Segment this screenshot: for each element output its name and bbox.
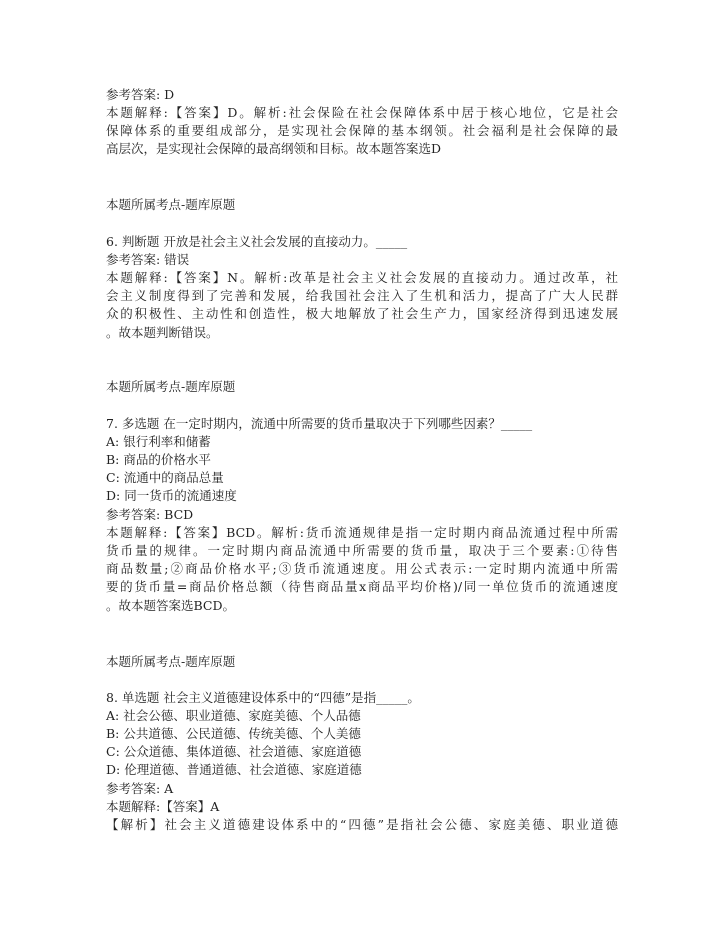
explanation-line: 本题解释:【答案】N。解析:改革是社会主义社会发展的直接动力。通过改革，社 <box>106 270 618 285</box>
option-b: B: 公共道德、公民道德、传统美德、个人美德 <box>106 726 361 741</box>
answer-line: 参考答案: 错误 <box>106 252 190 267</box>
question-line: 7. 多选题 在一定时期内，流通中所需要的货币量取决于下列哪些因素？_____ <box>106 416 533 431</box>
explanation-line: 货币量的规律。一定时期内商品流通中所需要的货币量，取决于三个要素:①待售 <box>106 543 618 558</box>
option-d: D: 同一货币的流通速度 <box>106 488 237 503</box>
explanation-line: 众的积极性、主动性和创造性，极大地解放了社会生产力，国家经济得到迅速发展 <box>106 306 618 321</box>
explanation-line: 本题解释:【答案】BCD。解析:货币流通规律是指一定时期内商品流通过程中所需 <box>106 525 618 540</box>
explanation-line: 商品数量;②商品价格水平;③货币流通速度。用公式表示:一定时期内流通中所需 <box>106 561 618 576</box>
source-line: 本题所属考点-题库原题 <box>106 379 236 394</box>
source-line: 本题所属考点-题库原题 <box>106 654 236 669</box>
explanation-line: 。故本题判断错误。 <box>106 325 219 340</box>
question-line: 8. 单选题 社会主义道德建设体系中的“四德”是指_____。 <box>106 690 420 705</box>
option-b: B: 商品的价格水平 <box>106 452 211 467</box>
explanation-line: 本题解释:【答案】D。解析:社会保险在社会保障体系中居于核心地位，它是社会 <box>106 105 618 120</box>
answer-line: 参考答案: D <box>106 87 175 102</box>
question-line: 6. 判断题 开放是社会主义社会发展的直接动力。_____ <box>106 234 408 249</box>
option-c: C: 流通中的商品总量 <box>106 470 224 485</box>
explanation-line: 本题解释:【答案】A <box>106 799 220 814</box>
explanation-line: 【解析】社会主义道德建设体系中的“四德”是指社会公德、家庭美德、职业道德 <box>106 817 618 832</box>
explanation-line: 高层次，是实现社会保障的最高纲领和目标。故本题答案选D <box>106 141 442 156</box>
option-a: A: 银行利率和储蓄 <box>106 434 211 449</box>
option-c: C: 公众道德、集体道德、社会道德、家庭道德 <box>106 744 362 759</box>
explanation-line: 会主义制度得到了完善和发展，给我国社会注入了生机和活力，提高了广大人民群 <box>106 288 618 303</box>
explanation-line: 。故本题答案选BCD。 <box>106 598 236 613</box>
answer-line: 参考答案: BCD <box>106 507 194 522</box>
answer-line: 参考答案: A <box>106 781 174 796</box>
option-a: A: 社会公德、职业道德、家庭美德、个人品德 <box>106 708 361 723</box>
source-line: 本题所属考点-题库原题 <box>106 197 236 212</box>
explanation-line: 要的货币量=商品价格总额（待售商品量x商品平均价格)/同一单位货币的流通速度 <box>106 579 618 594</box>
explanation-line: 保障体系的重要组成部分，是实现社会保障的基本纲领。社会福利是社会保障的最 <box>106 123 618 138</box>
option-d: D: 伦理道德、普通道德、社会道德、家庭道德 <box>106 762 362 777</box>
